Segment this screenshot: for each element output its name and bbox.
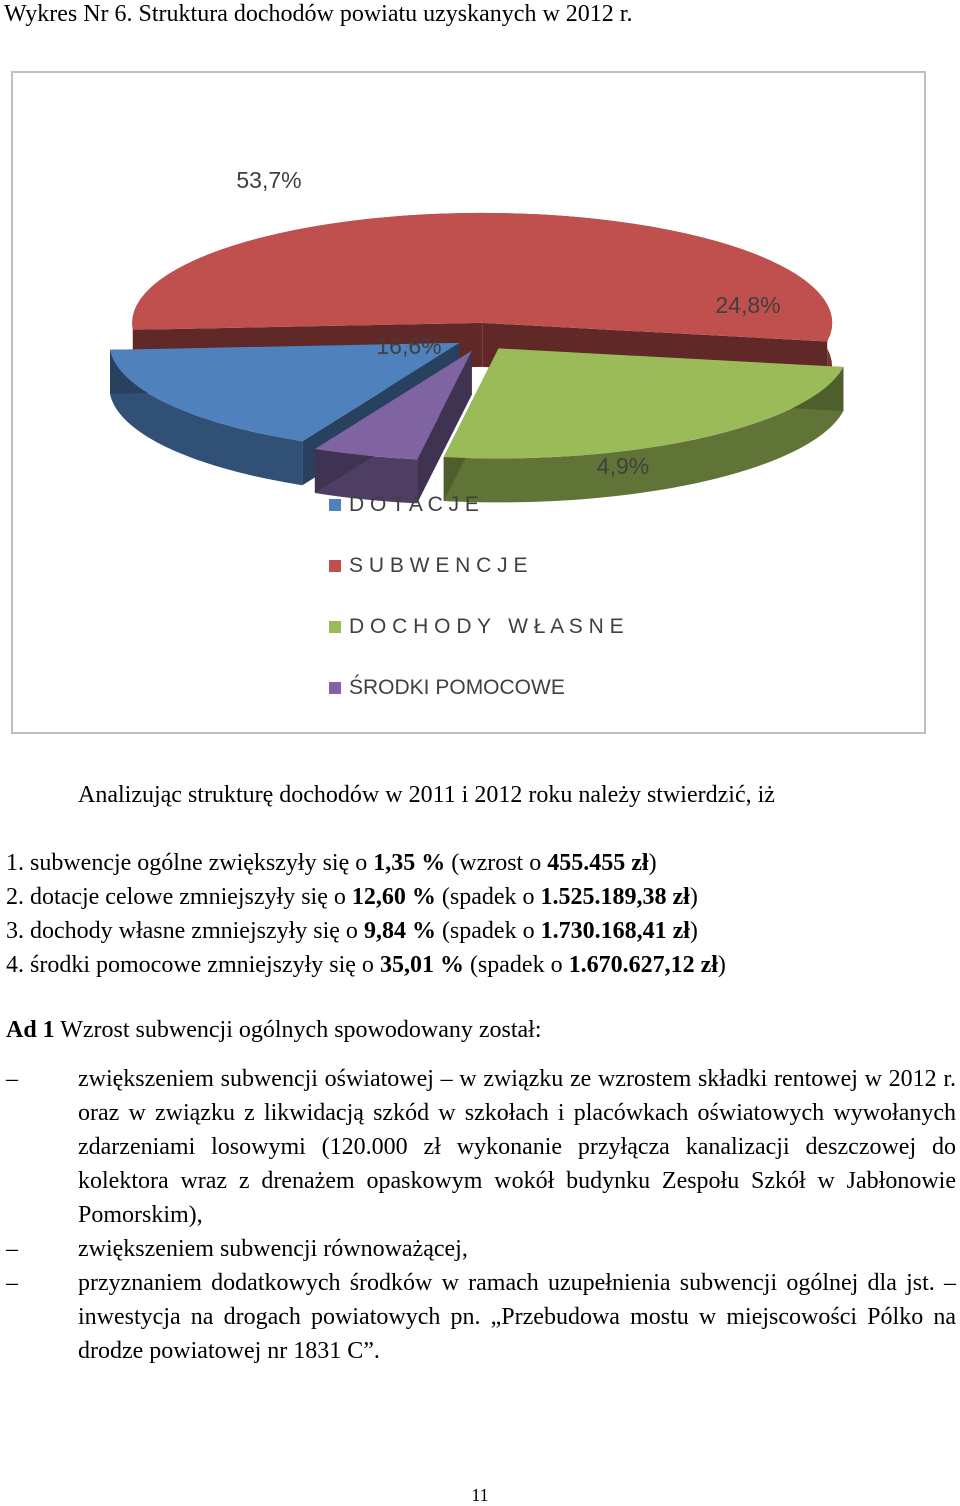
legend-label-subwencje: S U B W E N C J E xyxy=(349,554,528,577)
data-label-dotacje: 16,6% xyxy=(376,333,442,359)
legend-swatch-subwencje xyxy=(329,560,341,572)
analysis-intro: Analizując strukturę dochodów w 2011 i 2012 roku należy stwierdzić, iż xyxy=(78,782,775,808)
legend-label-dotacje: D O T A C J E xyxy=(349,493,479,516)
ad-1-heading xyxy=(6,1014,542,1046)
ad-1-text: Wzrost subwencji ogólnych spowodowany został: xyxy=(54,1017,542,1043)
legend-label-srodki-pomocowe: ŚRODKI POMOCOWE xyxy=(349,676,565,699)
data-label-subwencje: 53,7% xyxy=(236,167,302,193)
change-item-1: 1. subwencje ogólne zwiększyły się o 1,35 % (wzrost o 455.455 zł) xyxy=(6,850,657,876)
data-label-srodki-pomocowe: 4,9% xyxy=(596,453,650,479)
bullet-dash: – xyxy=(6,1270,18,1296)
page-number: 11 xyxy=(471,1485,489,1505)
change-item-3: 3. dochody własne zmniejszyły się o 9,84 % (spadek o 1.730.168,41 zł) xyxy=(6,918,698,944)
bullet-text: przyznaniem dodatkowych środków w ramach uzupełnienia subwencji ogólnej dla jst. – inwestycja na drogach powiatowych pn. „Przebudowa mostu w miejscowości Pólko na drodze powiatowej nr 1831 C”. xyxy=(78,1270,956,1364)
legend-swatch-srodki-pomocowe xyxy=(329,682,341,694)
legend-swatch-dochody-wlasne xyxy=(329,621,341,633)
bullet-text: zwiększeniem subwencji oświatowej – w związku ze wzrostem składki rentowej w 2012 r. oraz w związku z likwidacją szkód w szkołach i placówkach oświatowych wywołanych zdarzeniami losowymi (120.000 zł wykonanie przyłącza kanalizacji deszczowej do kolektora wraz z drenażem opaskowym wokół budynku Zespołu Szkół w Jabłonowie Pomorskim), xyxy=(78,1066,956,1228)
legend-swatch-dotacje xyxy=(329,499,341,511)
data-label-dochody-wlasne: 24,8% xyxy=(715,292,781,318)
bullet-item xyxy=(6,1232,956,1266)
pie-chart xyxy=(11,71,926,734)
change-item-2: 2. dotacje celowe zmniejszyły się o 12,60 % (spadek o 1.525.189,38 zł) xyxy=(6,884,698,910)
bullet-item xyxy=(6,1062,956,1232)
bullet-list xyxy=(6,1062,956,1368)
change-list xyxy=(6,846,726,982)
legend-item-dotacje xyxy=(329,493,479,517)
legend-item-subwencje xyxy=(329,554,528,578)
pie-slice-subwencje xyxy=(132,213,832,342)
bullet-text: zwiększeniem subwencji równoważącej, xyxy=(78,1236,468,1262)
bullet-dash: – xyxy=(6,1236,18,1262)
change-item-4: 4. środki pomocowe zmniejszyły się o 35,01 % (spadek o 1.670.627,12 zł) xyxy=(6,952,726,978)
legend-label-dochody-wlasne: D O C H O D Y W Ł A S N E xyxy=(349,615,624,638)
legend-item-dochody-wlasne xyxy=(329,615,624,639)
ad-1-label: Ad 1 xyxy=(6,1017,55,1043)
legend-item-srodki-pomocowe xyxy=(329,676,565,700)
bullet-item xyxy=(6,1266,956,1368)
figure-caption: Wykres Nr 6. Struktura dochodów powiatu uzyskanych w 2012 r. xyxy=(4,1,633,27)
bullet-dash: – xyxy=(6,1066,18,1092)
